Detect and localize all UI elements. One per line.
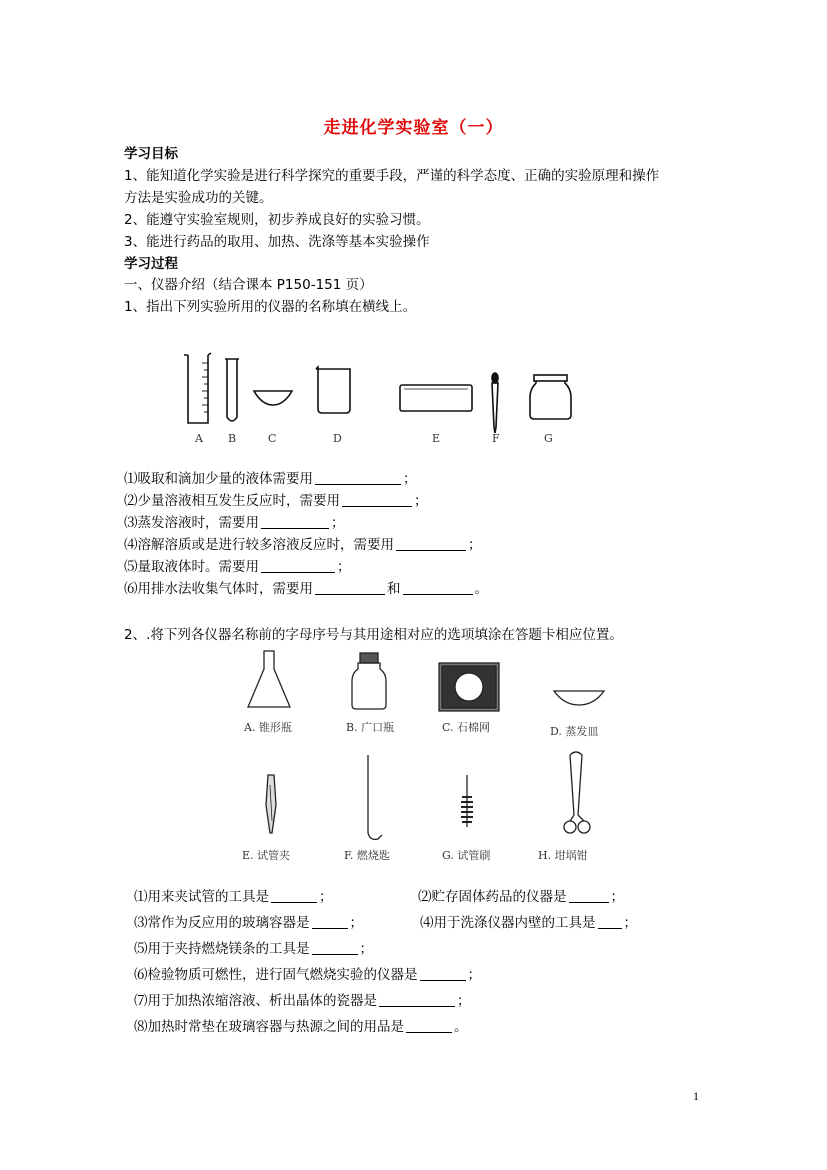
figure2-labels: [242, 720, 598, 862]
answer-blank[interactable]: [315, 470, 401, 485]
page-number: 1: [693, 1089, 699, 1103]
test-tube-drawing: [225, 359, 239, 421]
q2-item-6: ⑹检验物质可燃性，进行固气燃烧实验的仪器是 ；: [134, 967, 481, 983]
q2-item-2: ⑵贮存固体药品的仪器是 ；: [418, 889, 624, 905]
fig2-label-f: F. 燃烧匙: [344, 849, 390, 862]
objective-line-1: 1、能知道化学实验是进行科学探究的重要手段，严谨的科学态度、正确的实验原理和操作: [124, 168, 660, 184]
graduated-cylinder-drawing: [184, 353, 211, 423]
q2-item-3: ⑶常作为反应用的玻璃容器是 ；: [134, 915, 363, 931]
fig1-label-g: G: [544, 432, 553, 445]
answer-blank[interactable]: [261, 514, 329, 529]
figure1-labels: [194, 432, 553, 445]
objectives-heading: 学习目标: [124, 146, 178, 162]
instrument-figure-1: [180, 345, 580, 450]
instrument-figure-2: [232, 645, 632, 870]
question2-prompt: 2、.将下列各仪器名称前的字母序号与其用途相对应的选项填涂在答题卡相应位置。: [124, 627, 623, 643]
answer-blank[interactable]: [420, 966, 466, 981]
fig2-label-d: D. 蒸发皿: [550, 725, 599, 738]
fig2-label-a: A. 锥形瓶: [244, 721, 292, 734]
q1-item-6: ⑹用排水法收集气体时，需要用 和 。: [124, 581, 488, 597]
answer-blank[interactable]: [271, 888, 317, 903]
q1-item-2: ⑵少量溶液相互发生反应时，需要用 ；: [124, 493, 428, 509]
fig2-label-b: B. 广口瓶: [346, 721, 395, 734]
wide-mouth-bottle-drawing: [530, 377, 571, 419]
answer-blank[interactable]: [315, 580, 385, 595]
fig1-label-f: F: [492, 432, 500, 445]
fig1-label-d: D: [333, 432, 342, 445]
q1-item-4: ⑷溶解溶质或是进行较多溶液反应时，需要用 ；: [124, 537, 482, 553]
answer-blank[interactable]: [312, 914, 348, 929]
evaporating-dish-drawing: [554, 691, 604, 705]
answer-blank[interactable]: [396, 536, 466, 551]
evaporating-dish-drawing: [254, 391, 292, 405]
fig2-label-c: C. 石棉网: [442, 721, 491, 734]
q1-item-3: ⑶蒸发溶液时，需要用 ；: [124, 515, 345, 531]
fig1-label-b: B: [228, 432, 237, 445]
crucible-tongs-drawing: [570, 752, 582, 815]
q2-item-5: ⑸用于夹持燃烧镁条的工具是 ；: [134, 941, 373, 957]
fig1-label-c: C: [268, 432, 277, 445]
dropper-drawing: [492, 383, 498, 433]
fig2-label-e: E. 试管夹: [242, 849, 291, 862]
fig1-label-e: E: [432, 432, 441, 445]
combustion-spoon-drawing: [368, 755, 382, 839]
answer-blank[interactable]: [403, 580, 473, 595]
answer-blank[interactable]: [261, 558, 335, 573]
q2-item-1: ⑴用来夹试管的工具是 ；: [134, 889, 333, 905]
asbestos-gauze-drawing: [455, 673, 483, 701]
objective-line-4: 3、能进行药品的取用、加热、洗涤等基本实验操作: [124, 234, 430, 250]
q2-item-7: ⑺用于加热浓缩溶液、析出晶体的瓷器是 ；: [134, 993, 471, 1009]
section-instrument-intro: 一、仪器介绍（结合课本 P150-151 页）: [124, 277, 373, 293]
process-heading: 学习过程: [124, 256, 178, 272]
q2-item-8: ⑻加热时常垫在玻璃容器与热源之间的用品是 。: [134, 1019, 468, 1035]
answer-blank[interactable]: [569, 888, 609, 903]
conical-flask-drawing: [248, 651, 290, 707]
q2-item-4: ⑷用于洗涤仪器内壁的工具是 ；: [420, 915, 637, 931]
fig1-label-a: A: [195, 432, 203, 445]
objective-line-2: 方法是实验成功的关键。: [124, 190, 273, 206]
question1-prompt: 1、指出下列实验所用的仪器的名称填在横线上。: [124, 299, 417, 315]
fig2-label-h: H. 坩埚钳: [538, 849, 588, 862]
page-title: 走进化学实验室（一）: [323, 118, 504, 138]
answer-blank[interactable]: [342, 492, 412, 507]
objective-line-3: 2、能遵守实验室规则，初步养成良好的实验习惯。: [124, 212, 430, 228]
q1-item-5: ⑸量取液体时。需要用 ；: [124, 559, 351, 575]
answer-blank[interactable]: [312, 940, 358, 955]
beaker-drawing: [316, 367, 350, 413]
answer-blank[interactable]: [406, 1018, 452, 1033]
answer-blank[interactable]: [379, 992, 455, 1007]
wide-mouth-bottle-drawing: [352, 663, 386, 709]
fig2-label-g: G. 试管刷: [442, 849, 491, 862]
q1-item-1: ⑴吸取和滴加少量的液体需要用 ；: [124, 471, 417, 487]
answer-blank[interactable]: [598, 914, 622, 929]
